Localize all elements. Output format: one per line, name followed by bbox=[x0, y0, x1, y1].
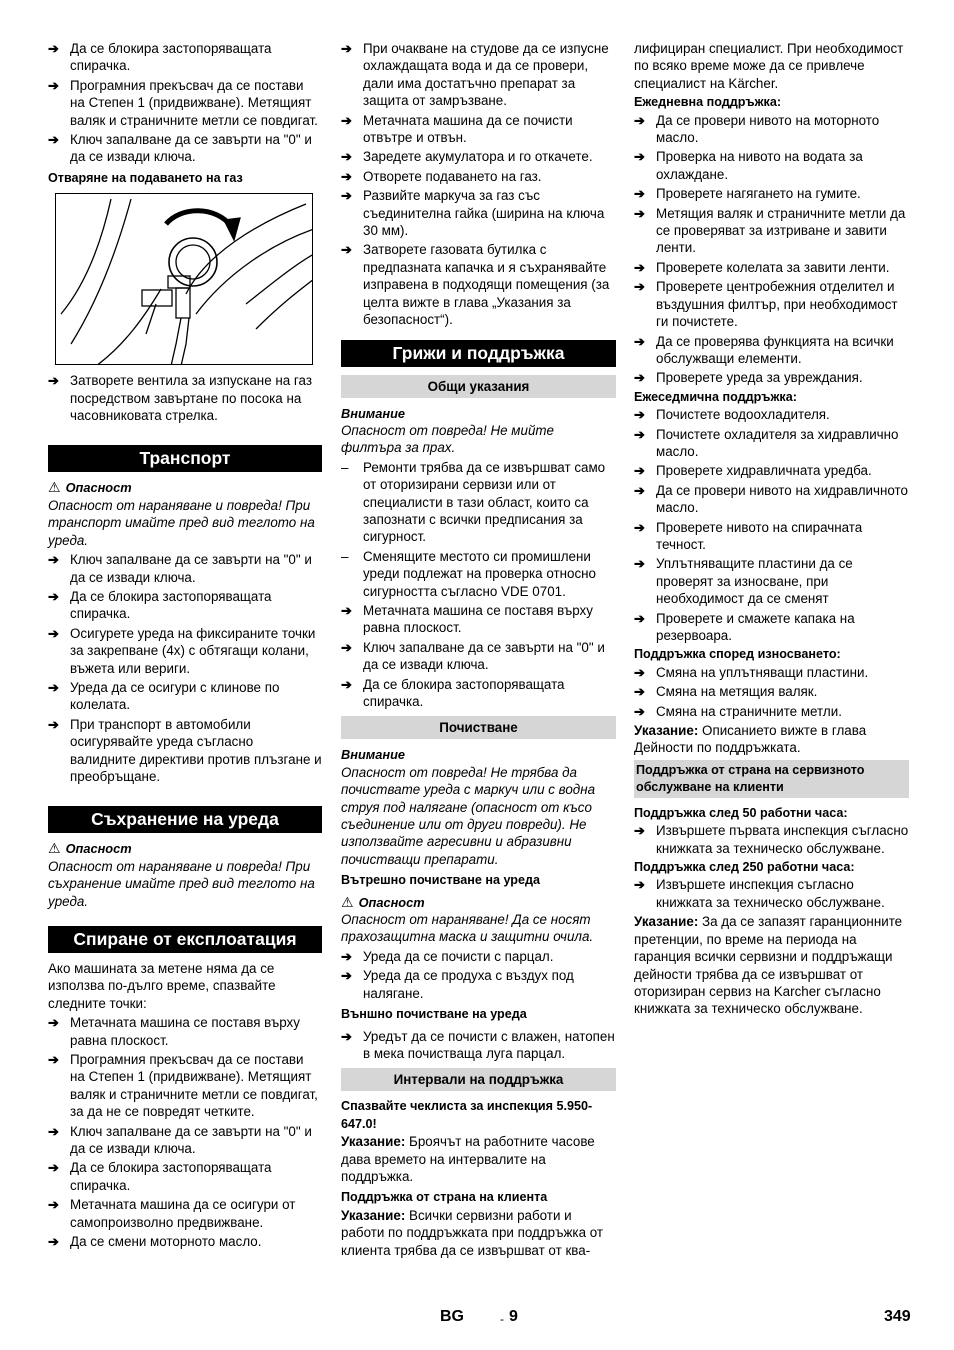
footer-section-number: 9 bbox=[509, 1308, 518, 1325]
arrow-icon: ➔ bbox=[634, 112, 645, 128]
list-item: ➔ Програмния прекъсвач да се постави на Степен 1 (придвижване). Метящият валяк и страничните метли се повдигат. bbox=[48, 77, 318, 128]
list-shutdown bbox=[48, 1014, 322, 1250]
gas-valve-illustration bbox=[55, 193, 313, 365]
arrow-icon: ➔ bbox=[48, 1123, 59, 1139]
note-counter: Указание: Броячът на работните часове дава времето на интервалите на поддръжка. bbox=[341, 1134, 595, 1184]
page-number: 349 bbox=[884, 1308, 911, 1325]
list-item: ➔ Проверете центробежния отделител и въздушния филтър, при необходимост ги почистете. bbox=[634, 279, 898, 330]
arrow-icon: ➔ bbox=[634, 186, 645, 202]
arrow-icon: ➔ bbox=[634, 205, 645, 221]
list-item: ➔ Метачната машина се поставя върху равна плоскост. bbox=[341, 602, 593, 636]
list-item: ➔ Смяна на метящия валяк. bbox=[634, 684, 818, 700]
list-item: ➔ Ключ запалване да се завърти на "0" и да се извади ключа. bbox=[48, 1123, 312, 1157]
arrow-icon: ➔ bbox=[48, 716, 59, 732]
cleaning-warning: Опасност от повреда! Не трябва да почиствате уреда с маркуч или с водна струя под налягане (опасност от късо съединение или от други повреди). Не използвайте агресивни и абразивни почистващи препарати. bbox=[341, 764, 596, 867]
list-item: ➔ Осигурете уреда на фиксираните точки за закрепване (4x) с обтягащи колани, въжета или вериги. bbox=[48, 625, 316, 676]
list-item: ➔ Да се провери нивото на хидравличното масло. bbox=[634, 482, 908, 516]
list-inner-cleaning bbox=[341, 948, 616, 1002]
list-item: ➔ Програмния прекъсвач да се постави на Степен 1 (придвижване). Метящият валяк и страничните метли се повдигат, за да не се повредят четките. bbox=[48, 1052, 318, 1120]
list-item: ➔ Проверете колелата за завити ленти. bbox=[634, 259, 890, 275]
arrow-icon: ➔ bbox=[341, 602, 352, 618]
list-item: ➔ Проверете нагягането на гумите. bbox=[634, 186, 861, 202]
list-item: – Сменящите местото си промишлени уреди подлежат на проверка относно сигурността съгласно VDE 0701. bbox=[341, 548, 597, 599]
arrow-icon: ➔ bbox=[341, 149, 352, 165]
list-item: ➔ Ключ запалване да се завърти на "0" и да се извади ключа. bbox=[48, 552, 312, 585]
arrow-icon: ➔ bbox=[341, 41, 352, 56]
section-transport: Транспорт bbox=[48, 445, 322, 472]
footer-dash: - bbox=[500, 1312, 504, 1326]
arrow-icon: ➔ bbox=[634, 279, 645, 295]
list-item: ➔ Уредът да се почисти с влажен, натопен в мека почистваща луга парцал. bbox=[341, 1028, 615, 1061]
arrow-icon: ➔ bbox=[634, 610, 645, 626]
list-wear bbox=[634, 664, 909, 720]
arrow-icon: ➔ bbox=[634, 370, 645, 386]
arrow-icon: ➔ bbox=[634, 703, 645, 719]
arrow-icon: ➔ bbox=[48, 1234, 59, 1250]
section-care: Грижи и поддръжка bbox=[341, 340, 616, 367]
arrow-icon: ➔ bbox=[341, 676, 352, 692]
arrow-icon: ➔ bbox=[48, 373, 59, 389]
list-care bbox=[341, 602, 616, 710]
footer-language: BG bbox=[440, 1308, 464, 1325]
arrow-icon: ➔ bbox=[48, 1052, 59, 1068]
subsection-intervals: Интервали на поддръжка bbox=[341, 1068, 616, 1091]
arrow-icon: ➔ bbox=[341, 639, 352, 655]
list-item: ➔ Смяна на уплътняващи пластини. bbox=[634, 664, 869, 680]
arrow-icon: ➔ bbox=[341, 112, 352, 128]
list-item: ➔ Извършете първата инспекция съгласно книжката за техническо обслужване. bbox=[634, 823, 909, 856]
arrow-icon: ➔ bbox=[634, 556, 645, 572]
warning-triangle-icon: ⚠ bbox=[48, 840, 61, 857]
arrow-icon: ➔ bbox=[341, 1028, 352, 1044]
column-2 bbox=[341, 40, 616, 1261]
arrow-icon: ➔ bbox=[634, 519, 645, 535]
warning-triangle-icon: ⚠ bbox=[341, 893, 354, 910]
list-item: ➔ Да се провери нивото на моторното масло. bbox=[634, 112, 880, 146]
list-item: ➔ Проверете нивото на спирачната течност. bbox=[634, 519, 863, 552]
h50-heading: Поддръжка след 50 работни часа: bbox=[634, 805, 848, 820]
list-item: ➔ Да се смени моторното масло. bbox=[48, 1234, 262, 1250]
list-item: ➔ Да се проверява функцията на всички обслужващи елементи. bbox=[634, 333, 894, 366]
list-item: ➔ Почистете охладителя за хидравлично масло. bbox=[634, 426, 899, 459]
arrow-icon: ➔ bbox=[634, 149, 645, 165]
arrow-icon: ➔ bbox=[48, 588, 59, 604]
arrow-icon: ➔ bbox=[634, 664, 645, 680]
list-item: ➔ Затворете вентила за изпускане на газ посредством завъртане по посока на часовниковата стрелка. bbox=[48, 373, 312, 424]
list-item: ➔ Отворете подаването на газ. bbox=[341, 168, 542, 184]
arrow-icon: ➔ bbox=[48, 41, 59, 56]
arrow-icon: ➔ bbox=[634, 463, 645, 479]
list-item: ➔ Да се блокира застопоряващата спирачка. bbox=[341, 676, 565, 709]
arrow-icon: ➔ bbox=[634, 426, 645, 442]
arrow-icon: ➔ bbox=[48, 1197, 59, 1213]
attention-label: Внимание bbox=[341, 747, 406, 763]
inner-warning: Опасност от нараняване! Да се носят прахозащитна маска и защитни очила. bbox=[341, 912, 594, 945]
general-warning: Опасност от повреда! Не мийте филтъра за прах. bbox=[341, 422, 554, 456]
list-item: – Ремонти трябва да се извършват само от оторизирани сервизи или от специалисти в тази област, които са запознати с всички предписания за сигурност. bbox=[341, 459, 606, 545]
arrow-icon: ➔ bbox=[634, 407, 645, 423]
warning-triangle-icon: ⚠ bbox=[48, 479, 61, 496]
wear-heading: Поддръжка според износването: bbox=[634, 647, 841, 662]
arrow-icon: ➔ bbox=[634, 823, 645, 839]
client-heading: Поддръжка от страна на клиента bbox=[341, 1190, 548, 1205]
list-transport bbox=[48, 551, 322, 785]
checklist-heading: Спазвайте чеклиста за инспекция 5.950-647.0! bbox=[341, 1099, 593, 1131]
arrow-icon: ➔ bbox=[48, 679, 59, 695]
continued-text: лифициран специалист. При необходимост по всяко време може да се привлече специалист на Kärcher. bbox=[634, 41, 904, 91]
note-description: Указание: Описанието вижте в глава Дейности по поддръжката. bbox=[634, 723, 867, 756]
inner-cleaning-heading: Вътрешно почистване на уреда bbox=[341, 873, 540, 888]
transport-warning: Опасност от нараняване и повреда! При транспорт имайте пред вид теглото на уреда. bbox=[48, 497, 315, 548]
arrow-icon: ➔ bbox=[341, 948, 352, 964]
list-item: ➔ Да се блокира застопоряващата спирачка. bbox=[48, 41, 272, 74]
arrow-icon: ➔ bbox=[341, 188, 352, 204]
list-item: ➔ Ключ запалване да се завърти на "0" и да се извади ключа. bbox=[48, 132, 312, 165]
h250-heading: Поддръжка след 250 работни часа: bbox=[634, 860, 855, 875]
list-item: ➔ Ключ запалване да се завърти на "0" и да се извади ключа. bbox=[341, 639, 605, 673]
subsection-cleaning: Почистване bbox=[341, 716, 616, 739]
arrow-icon: ➔ bbox=[634, 259, 645, 275]
shutdown-intro: Ако машината за метене няма да се използва по-дълго време, спазвайте следните точки: bbox=[48, 961, 276, 1011]
list-item: ➔ Уреда да се продуха с въздух под налягане. bbox=[341, 968, 574, 1001]
list-item: ➔ Проверка на нивото на водата за охлаждане. bbox=[634, 149, 863, 182]
list-item: ➔ Заредете акумулатора и го откачете. bbox=[341, 149, 593, 165]
list-item: ➔ Уреда да се осигури с клинове по колелата. bbox=[48, 679, 280, 713]
subsection-service: Поддръжка от страна на сервизното обслужване на клиенти bbox=[634, 760, 909, 798]
daily-heading: Ежедневна поддръжка: bbox=[634, 95, 782, 110]
arrow-icon: ➔ bbox=[48, 552, 59, 568]
note-client: Указание: Всички сервизни работи и работи по поддръжката при поддръжка от клиента трябва да се извършват от ква- bbox=[341, 1207, 604, 1258]
arrow-icon: ➔ bbox=[341, 968, 352, 984]
section-shutdown: Спиране от експлоатация bbox=[48, 926, 322, 953]
arrow-icon: ➔ bbox=[634, 684, 645, 700]
danger-label: ⚠ Опасност bbox=[341, 893, 425, 910]
arrow-icon: ➔ bbox=[634, 482, 645, 498]
outer-cleaning-heading: Външно почистване на уреда bbox=[341, 1007, 527, 1022]
storage-warning: Опасност от нараняване и повреда! При съхранение имайте пред вид теглото на уреда. bbox=[48, 858, 315, 909]
danger-label: ⚠ Опасност bbox=[48, 840, 132, 857]
list-item: ➔ Проверете уреда за увреждания. bbox=[634, 370, 863, 386]
arrow-icon: ➔ bbox=[48, 1015, 59, 1031]
list-item: ➔ При очакване на студове да се изпусне охлаждащата вода и да се провери, дали има достатъчно препарат за защита от замръзване. bbox=[341, 41, 609, 109]
attention-label: Внимание bbox=[341, 405, 406, 421]
list-storage-steps bbox=[341, 40, 616, 329]
note-warranty: Указание: За да се запазят гаранционните претенции, по време на периода на гаранция всички сервизни и поддръжащи дейности трябва да се извършват от оторизиран сервиз на Karcher съгласно книжката за техническо обслужване. bbox=[634, 914, 903, 1017]
list-item: ➔ Проверете и смажете капака на резервоара. bbox=[634, 610, 855, 643]
column-3 bbox=[634, 40, 909, 1020]
list-lock-1 bbox=[48, 40, 322, 166]
gas-heading: Отваряне на подаването на газ bbox=[48, 170, 243, 185]
list-item: ➔ Да се блокира застопоряващата спирачка. bbox=[48, 1160, 272, 1193]
danger-label: ⚠ Опасност bbox=[48, 479, 132, 496]
list-item: ➔ Смяна на страничните метли. bbox=[634, 703, 842, 719]
list-item: ➔ Уреда да се почисти с парцал. bbox=[341, 948, 554, 964]
list-daily bbox=[634, 112, 909, 387]
arrow-icon: ➔ bbox=[341, 242, 352, 258]
list-item: ➔ Метачната машина се поставя върху равна плоскост. bbox=[48, 1015, 300, 1048]
list-item: ➔ Проверете хидравличната уредба. bbox=[634, 463, 872, 479]
list-item: ➔ При транспорт в автомобили осигурявайте уреда съгласно валидните директиви против плъзгане и преобръщане. bbox=[48, 716, 322, 784]
list-weekly bbox=[634, 406, 909, 644]
list-item: ➔ Извършете инспекция съгласно книжката за техническо обслужване. bbox=[634, 877, 885, 910]
list-item: ➔ Метачната машина да се почисти отвътре и отвън. bbox=[341, 112, 573, 146]
weekly-heading: Ежеседмична поддръжка: bbox=[634, 389, 797, 404]
list-item: ➔ Почистете водоохладителя. bbox=[634, 407, 830, 423]
section-storage: Съхранение на уреда bbox=[48, 806, 322, 833]
list-item: ➔ Метящия валяк и страничните метли да се проверяват за изтриване и завити ленти. bbox=[634, 205, 906, 256]
subsection-general: Общи указания bbox=[341, 375, 616, 398]
arrow-icon: ➔ bbox=[48, 625, 59, 641]
arrow-icon: ➔ bbox=[341, 168, 352, 184]
dash-list bbox=[341, 459, 616, 600]
list-item: ➔ Метачната машина да се осигури от самопроизволно предвижване. bbox=[48, 1197, 296, 1230]
list-item: ➔ Затворете газовата бутилка с предпазната капачка и я съхранявайте изправена в подходящи помещения (за целта вижте в глава „Указания за безопасност“). bbox=[341, 242, 610, 328]
arrow-icon: ➔ bbox=[48, 1160, 59, 1176]
arrow-icon: ➔ bbox=[634, 333, 645, 349]
arrow-icon: ➔ bbox=[48, 132, 59, 148]
list-item: ➔ Уплътняващите пластини да се проверят за износване, при необходимост да се сменят bbox=[634, 556, 853, 607]
column-1 bbox=[48, 40, 322, 1253]
valve-drawing bbox=[56, 194, 313, 365]
arrow-icon: ➔ bbox=[634, 877, 645, 893]
arrow-icon: ➔ bbox=[48, 77, 59, 93]
list-item: ➔ Да се блокира застопоряващата спирачка. bbox=[48, 588, 272, 622]
list-item: ➔ Развийте маркуча за газ със съединителна гайка (ширина на ключа 30 мм). bbox=[341, 188, 605, 239]
